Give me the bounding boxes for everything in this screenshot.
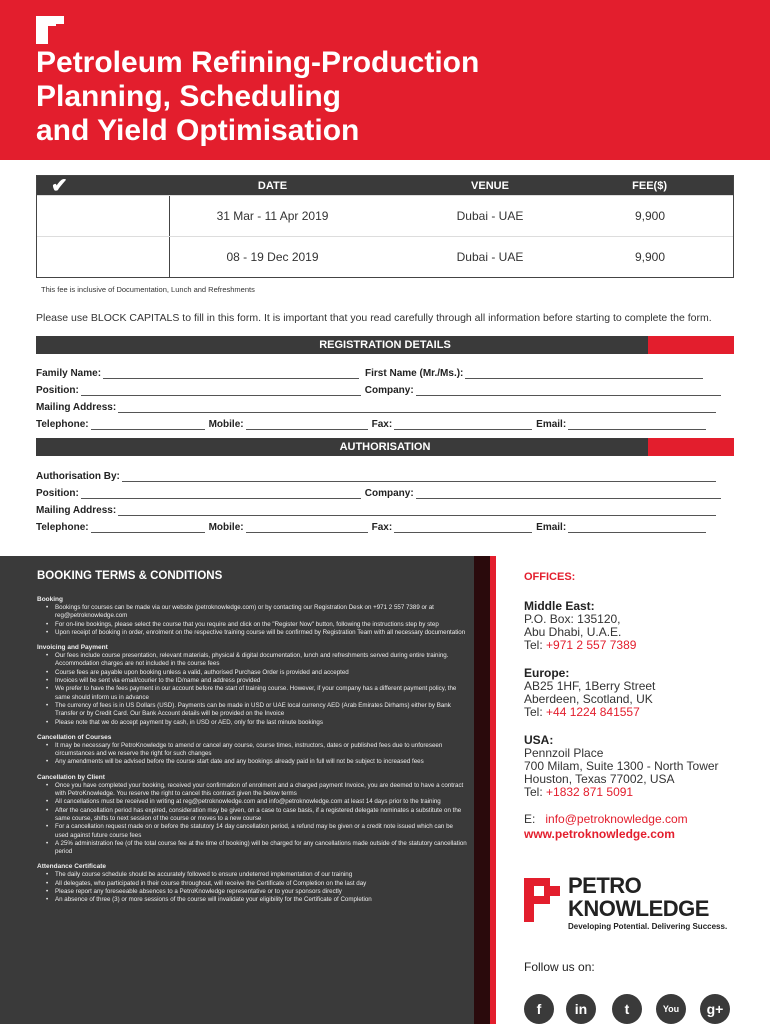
logo-word: KNOWLEDGE [568,896,709,921]
form-row [36,467,734,482]
terms-list [37,604,467,637]
column-header-fee: FEE($) [632,179,667,192]
logo-mark-icon [524,878,560,922]
fees-table [36,175,734,278]
office-address-line: 700 Milam, Suite 1300 - North Tower [524,759,719,773]
registration-heading [36,336,734,354]
position-label: Position: [36,385,79,396]
terms-section-title: Cancellation of Courses [37,733,112,741]
logo-tagline: Developing Potential. Delivering Success. [568,922,728,931]
mailing-address-label: Mailing Address: [36,505,117,516]
check-icon: ✔ [51,175,68,197]
terms-item: • Bookings for courses can be made via our website (petroknowledge.com) or by contacting our Registration Desk on +971 2 557 7389 or at reg@petroknowledge.com [55,604,467,621]
office-address-line: Abu Dhabi, U.A.E. [524,625,622,639]
office-email [524,813,754,826]
fee-note: This fee is inclusive of Documentation, Lunch and Refreshments [41,285,255,294]
terms-item: • The currency of fees is in US Dollars (USD). Payments can be made in USD or UAE local currency AED (Arab Emirates Dirhams) either by Bank Transfer or by Credit Card. Our Bank Account details will be provided on the Invoice [55,702,467,719]
terms-item: • All cancellations must be received in writing at reg@petroknowledge.com and info@petroknowledge.com at least 14 days prior to the training [55,798,467,806]
mailing-address-field[interactable] [118,506,716,516]
row-fee: 9,900 [634,250,665,264]
terms-item: • Upon receipt of booking in order, enrolment on the respective training course will be confirmed by Registration Team with all necessary documentation [55,629,467,637]
phone-link[interactable]: +1832 871 5091 [546,785,634,799]
googleplus-icon[interactable]: g+ [700,994,730,1024]
form-row [36,381,734,396]
first-name-label: First Name (Mr./Ms.): [365,368,464,379]
title-line: Planning, Scheduling [36,80,342,113]
terms-item: • Please note that we do accept payment by cash, in USD or AED, only for the last minute bookings [55,719,467,727]
title-line: Petroleum Refining-Production [36,46,480,79]
office-title: Middle East: [524,599,595,613]
email-link[interactable]: info@petroknowledge.com [545,812,688,826]
office-address-line: P.O. Box: 135120, [524,612,621,626]
title-line: and Yield Optimisation [36,114,360,147]
telephone-field[interactable] [91,420,205,430]
mobile-label: Mobile: [208,419,244,430]
authorisation-heading-text: AUTHORISATION [339,441,431,453]
terms-item: • After the cancellation period has expired, consideration may be given, on a case to case basis, if a registered delegate nominates a substitute on the same course, shifts to next session of the course or moves to a new course [55,807,467,824]
column-header-venue: VENUE [471,179,509,192]
authorisation-by-field[interactable] [122,472,716,482]
offices-heading: OFFICES: [524,571,576,583]
bottom-section [0,556,770,1024]
row-date: 31 Mar - 11 Apr 2019 [216,209,329,223]
heading-accent [648,336,734,354]
terms-section-title: Cancellation by Client [37,773,105,781]
office-phone [524,639,754,652]
row-venue: Dubai - UAE [456,209,524,223]
phone-link[interactable]: +44 1224 841557 [546,705,640,719]
terms-item: • For a cancellation request made on or before the statutory 14 day cancellation period, a refund may be given or a credit note issued which can be used against future course fees [55,823,467,840]
row-venue: Dubai - UAE [456,250,524,264]
logo-word: PETRO [568,873,642,898]
youtube-icon[interactable]: You [656,994,686,1024]
family-name-field[interactable] [103,369,359,379]
company-label: Company: [364,385,414,396]
terms-body [37,596,467,905]
fax-label: Fax: [371,522,393,533]
first-name-field[interactable] [465,369,703,379]
form-row [36,484,734,499]
terms-list [37,871,467,904]
email-field[interactable] [568,523,706,533]
terms-item: • All delegates, who participated in their course throughout, will receive the Certificate of Completion on the last day [55,880,467,888]
family-name-label: Family Name: [36,368,102,379]
header-banner [0,0,770,160]
office-title: USA: [524,733,554,747]
office-address-line: Aberdeen, Scotland, UK [524,692,653,706]
registration-heading-text: REGISTRATION DETAILS [319,339,451,351]
twitter-icon[interactable]: t [612,994,642,1024]
fax-field[interactable] [394,420,532,430]
phone-label: Tel: [524,705,547,719]
terms-item: • Once you have completed your booking, received your confirmation of enrolment and a charged payment Invoice, you are deemed to have a contract with PetroKnowledge. You reserve the right to cancel this contract given the below terms [55,782,467,799]
follow-label: Follow us on: [524,960,595,974]
company-label: Company: [364,488,414,499]
row-checkbox[interactable] [37,196,170,236]
form-row [36,398,734,413]
terms-list [37,652,467,727]
office-address-line: Houston, Texas 77002, USA [524,772,675,786]
office-address-line: AB25 1HF, 1Berry Street [524,679,656,693]
position-label: Position: [36,488,79,499]
form-row [36,518,734,533]
terms-item: • It may be necessary for PetroKnowledge to amend or cancel any course, course times, instructors, dates or published fees due to unforeseen circumstances and we reserve the right for such changes [55,742,467,759]
terms-section-title: Invoicing and Payment [37,644,108,652]
terms-item: • Our fees include course presentation, relevant materials, physical & digital documentation, lunch and refreshments served during entire training. Accommodation charges are not included in the course fees [55,652,467,669]
terms-item: • Invoices will be sent via email/courier to the ID/name and address provided [55,677,467,685]
terms-item: • The daily course schedule should be accurately followed to ensure undeterred implementation of our training [55,871,467,879]
fees-table-header [37,176,733,195]
facebook-icon[interactable]: f [524,994,554,1024]
terms-item: • Any amendments will be advised before the course start date and any bookings already paid in full will not be subject to increased fees [55,758,467,766]
phone-link[interactable]: +971 2 557 7389 [546,638,637,652]
phone-label: Tel: [524,785,547,799]
telephone-field[interactable] [91,523,205,533]
position-field[interactable] [81,489,361,499]
table-row [37,195,733,236]
booking-terms [37,570,467,905]
terms-item: • An absence of three (3) or more sessions of the course will invalidate your eligibility for the Certificate of Completion [55,896,467,904]
row-fee: 9,900 [634,209,665,223]
form-instructions: Please use BLOCK CAPITALS to fill in this form. It is important that you read carefully through all information before starting to complete the form. [36,312,712,324]
linkedin-icon[interactable]: in [566,994,596,1024]
terms-section-title: Attendance Certificate [37,863,106,871]
fax-field[interactable] [394,523,532,533]
page-title [36,46,636,148]
mailing-address-field[interactable] [118,403,716,413]
terms-item: • We prefer to have the fees payment in our account before the start of training course. However, if your company has a different payment policy, the same should inform us in advance [55,685,467,702]
panel-accent [490,556,496,1024]
office-phone [524,786,754,799]
terms-list [37,782,467,857]
terms-item: • Course fees are payable upon booking unless a valid, authorised Purchase Order is provided and accepted [55,669,467,677]
mobile-field[interactable] [246,523,368,533]
terms-heading: BOOKING TERMS & CONDITIONS [37,570,223,582]
office-phone [524,706,754,719]
row-checkbox[interactable] [37,237,170,277]
authorisation-by-label: Authorisation By: [36,471,120,482]
terms-item: • A 25% administration fee (of the total course fee at the time of booking) will be charged for any cancellations made outside of the statutory cancellation period [55,840,467,857]
mobile-field[interactable] [246,420,368,430]
form-row [36,415,734,430]
petroknowledge-logo [524,874,734,944]
office-title: Europe: [524,666,570,680]
offices [524,571,754,841]
table-row [37,236,733,277]
panel-divider [474,556,490,1024]
brand-mark-icon [36,16,64,44]
row-date: 08 - 19 Dec 2019 [226,250,319,264]
telephone-label: Telephone: [36,522,89,533]
logo-wordmark [568,874,709,920]
website-link[interactable]: www.petroknowledge.com [524,827,675,841]
terms-item: • For on-line bookings, please select the course that you require and click on the "Register Now" button, following the instructions step by step [55,621,467,629]
heading-accent [648,438,734,456]
form-row [36,364,734,379]
form-row [36,501,734,516]
mobile-label: Mobile: [208,522,244,533]
telephone-label: Telephone: [36,419,89,430]
office-address-line: Pennzoil Place [524,746,604,760]
email-field[interactable] [568,420,706,430]
column-header-date: DATE [257,179,288,192]
company-field[interactable] [416,489,721,499]
email-label: Email: [536,419,567,430]
mailing-address-label: Mailing Address: [36,402,117,413]
email-label: Email: [536,522,567,533]
terms-list [37,742,467,767]
position-field[interactable] [81,386,361,396]
terms-item: • Please report any foreseeable absences to a PetroKnowledge representative or to your sponsors directly [55,888,467,896]
company-field[interactable] [416,386,721,396]
email-label: E: [524,812,536,826]
phone-label: Tel: [524,638,547,652]
terms-section-title: Booking [37,596,63,603]
fax-label: Fax: [371,419,393,430]
authorisation-heading [36,438,734,456]
